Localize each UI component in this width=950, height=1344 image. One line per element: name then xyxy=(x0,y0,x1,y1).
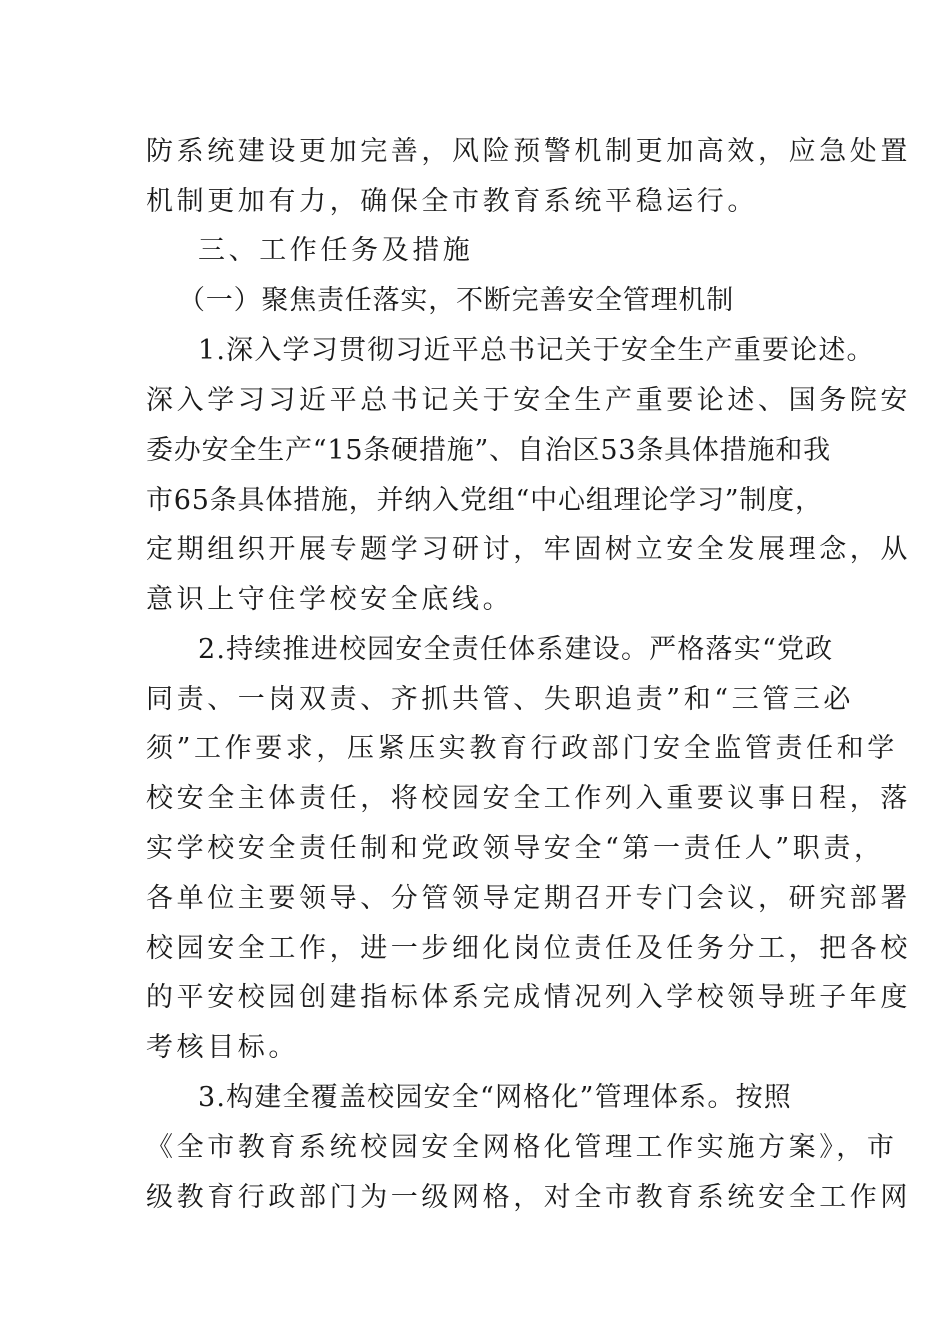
paragraph-line: 须”工作要求，压紧压实教育行政部门安全监管责任和学 xyxy=(146,733,898,764)
paragraph-line: 级教育行政部门为一级网格，对全市教育系统安全工作网 xyxy=(146,1182,911,1213)
item-heading-1: 1.深入学习贯彻习近平总书记关于安全生产重要论述。 xyxy=(198,335,875,366)
paragraph-line: 意识上守住学校安全底线。 xyxy=(146,584,514,615)
paragraph-line: 校安全主体责任，将校园安全工作列入重要议事日程，落 xyxy=(146,783,911,814)
paragraph-line: 考核目标。 xyxy=(146,1032,299,1063)
paragraph-line: 市65条具体措施，并纳入党组“中心组理论学习”制度， xyxy=(146,485,823,516)
subsection-heading: （一）聚焦责任落实，不断完善安全管理机制 xyxy=(178,285,734,316)
item-heading-3: 3.构建全覆盖校园安全“网格化”管理体系。按照 xyxy=(198,1082,792,1113)
paragraph-line: 机制更加有力，确保全市教育系统平稳运行。 xyxy=(146,186,758,217)
item-heading-2: 2.持续推进校园安全责任体系建设。严格落实“党政 xyxy=(198,634,834,665)
paragraph-line: 委办安全生产“15条硬措施”、自治区53条具体措施和我 xyxy=(146,435,831,466)
paragraph-line: 《全市教育系统校园安全网格化管理工作实施方案》，市 xyxy=(146,1132,898,1163)
paragraph-line: 同责、一岗双责、齐抓共管、失职追责”和“三管三必 xyxy=(146,684,855,715)
paragraph-line: 深入学习习近平总书记关于安全生产重要论述、国务院安 xyxy=(146,385,911,416)
paragraph-line: 定期组织开展专题学习研讨，牢固树立安全发展理念，从 xyxy=(146,534,911,565)
paragraph-line: 实学校安全责任制和党政领导安全“第一责任人”职责， xyxy=(146,833,885,864)
paragraph-line: 防系统建设更加完善，风险预警机制更加高效，应急处置 xyxy=(146,136,911,167)
paragraph-line: 校园安全工作，进一步细化岗位责任及任务分工，把各校 xyxy=(146,933,911,964)
section-heading: 三、工作任务及措施 xyxy=(198,235,474,266)
paragraph-line: 的平安校园创建指标体系完成情况列入学校领导班子年度 xyxy=(146,982,911,1013)
paragraph-line: 各单位主要领导、分管领导定期召开专门会议，研究部署 xyxy=(146,883,911,914)
